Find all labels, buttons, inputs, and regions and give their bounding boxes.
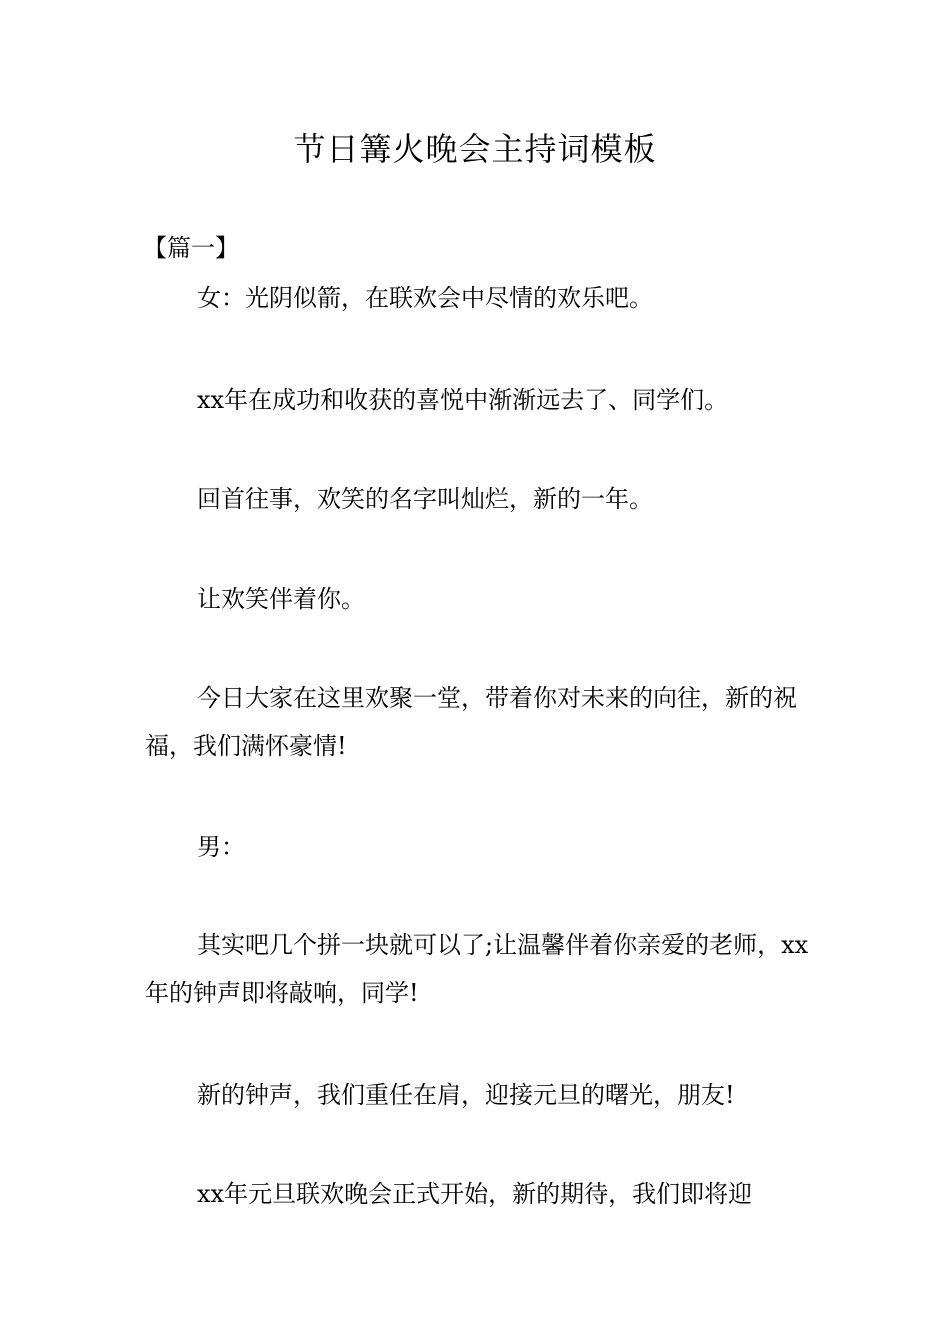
paragraph-5: 今日大家在这里欢聚一堂，带着你对未来的向往，新的祝福，我们满怀豪情! [145,684,797,760]
paragraph-3: 回首往事，欢笑的名字叫灿烂，新的一年。 [197,485,653,513]
paragraph-6: 男： [197,833,245,861]
paragraph-9: xx年元旦联欢晚会正式开始，新的期待，我们即将迎 [197,1180,753,1208]
paragraph-2: xx年在成功和收获的喜悦中渐渐远去了、同学们。 [197,386,729,414]
paragraph-1: 女：光阴似箭，在联欢会中尽情的欢乐吧。 [197,284,653,312]
section-heading: 【篇一】 [143,234,239,262]
paragraph-8: 新的钟声，我们重任在肩，迎接元旦的曙光，朋友! [197,1081,735,1109]
paragraph-4: 让欢笑伴着你。 [197,585,365,613]
paragraph-7: 其实吧几个拼一块就可以了;让温馨伴着你亲爱的老师，xx年的钟声即将敲响，同学! [145,931,809,1007]
document-title: 节日篝火晚会主持词模板 [293,130,657,168]
